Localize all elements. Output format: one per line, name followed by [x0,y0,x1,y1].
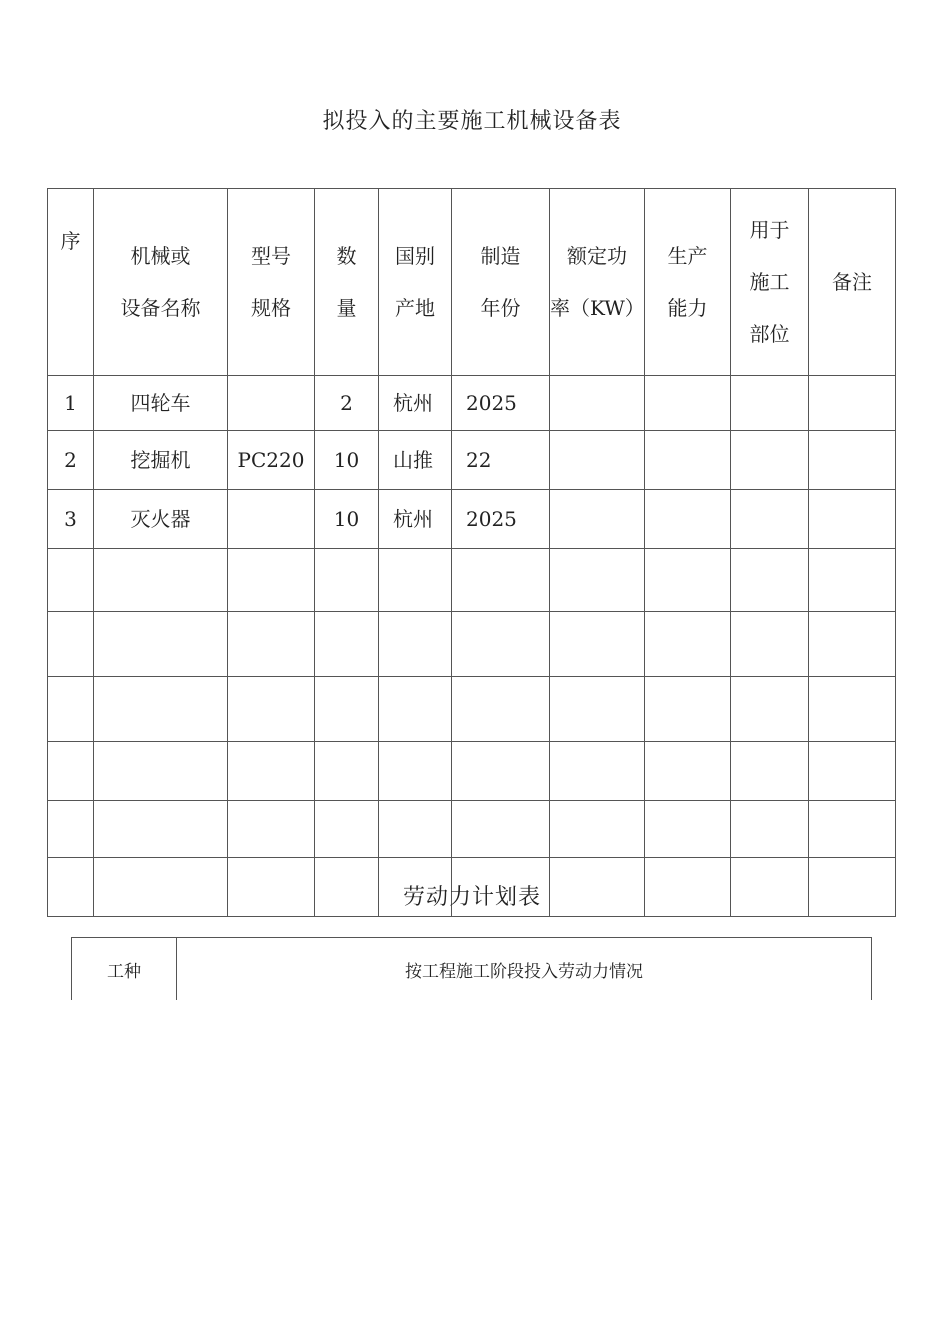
equipment-cell [731,801,809,858]
equipment-cell: 灭火器 [94,490,228,549]
equipment-cell [379,801,452,858]
equipment-cell [228,376,315,431]
equipment-cell [228,612,315,677]
equipment-cell: 10 [315,431,379,490]
equipment-cell [452,677,550,742]
equipment-cell: 杭州 [379,490,452,549]
equipment-cell [48,742,94,801]
equipment-table-title: 拟投入的主要施工机械设备表 [322,109,622,134]
equipment-cell [809,612,896,677]
equipment-cell [550,431,645,490]
equipment-cell [731,549,809,612]
equipment-cell [645,677,731,742]
equipment-cell [645,549,731,612]
equipment-row [48,801,896,858]
equipment-cell: 2025 [452,376,550,431]
equipment-header-cell: 制造 年份 [452,189,550,376]
equipment-header-cell: 型号 规格 [228,189,315,376]
equipment-cell [731,490,809,549]
equipment-cell: 10 [315,490,379,549]
equipment-row [48,376,896,431]
equipment-cell: 杭州 [379,376,452,431]
equipment-cell [550,677,645,742]
equipment-cell [48,549,94,612]
equipment-cell [809,490,896,549]
equipment-cell [550,549,645,612]
equipment-cell [228,490,315,549]
equipment-cell: 3 [48,490,94,549]
equipment-cell: 2 [48,431,94,490]
equipment-cell [731,677,809,742]
equipment-cell [731,612,809,677]
equipment-cell [94,677,228,742]
equipment-header-cell: 额定功 率（KW） [550,189,645,376]
equipment-cell: 2025 [452,490,550,549]
equipment-header-cell: 机械或 设备名称 [94,189,228,376]
labor-table-title: 劳动力计划表 [402,885,541,910]
equipment-cell: PC220 [228,431,315,490]
equipment-cell [315,742,379,801]
equipment-row [48,677,896,742]
equipment-cell: 2 [315,376,379,431]
equipment-cell [452,549,550,612]
equipment-cell [94,801,228,858]
equipment-row [48,612,896,677]
equipment-cell [48,612,94,677]
equipment-cell [315,677,379,742]
equipment-cell [550,376,645,431]
equipment-cell [645,801,731,858]
equipment-row [48,431,896,490]
equipment-cell [379,677,452,742]
equipment-cell [809,431,896,490]
equipment-cell [550,742,645,801]
equipment-cell [228,549,315,612]
equipment-header-cell: 生产 能力 [645,189,731,376]
equipment-cell: 1 [48,376,94,431]
equipment-cell [379,742,452,801]
equipment-header-cell: 数 量 [315,189,379,376]
equipment-cell [228,742,315,801]
equipment-cell [48,801,94,858]
equipment-cell [645,612,731,677]
equipment-cell [550,490,645,549]
equipment-cell: 四轮车 [94,376,228,431]
equipment-cell [452,612,550,677]
equipment-cell [94,742,228,801]
equipment-cell [379,549,452,612]
equipment-cell [228,677,315,742]
equipment-cell: 22 [452,431,550,490]
labor-header-cell: 按工程施工阶段投入劳动力情况 [177,938,872,1001]
labor-header-cell: 工种 [72,938,177,1001]
labor-table [71,937,872,1000]
equipment-cell [645,431,731,490]
equipment-cell [731,431,809,490]
equipment-row [48,490,896,549]
equipment-cell: 山推 [379,431,452,490]
equipment-cell [379,612,452,677]
equipment-cell [645,376,731,431]
equipment-header-row [48,189,896,376]
equipment-header-cell: 序 [48,189,94,376]
equipment-cell [731,376,809,431]
equipment-cell [452,801,550,858]
equipment-row [48,549,896,612]
equipment-row [48,742,896,801]
equipment-cell: 挖掘机 [94,431,228,490]
equipment-cell [228,801,315,858]
equipment-cell [645,742,731,801]
equipment-cell [315,612,379,677]
equipment-cell [550,612,645,677]
equipment-cell [315,801,379,858]
equipment-header-cell: 国别 产地 [379,189,452,376]
equipment-cell [452,742,550,801]
equipment-cell [731,742,809,801]
equipment-cell [809,376,896,431]
equipment-header-cell: 用于 施工 部位 [731,189,809,376]
equipment-cell [94,549,228,612]
equipment-cell [315,549,379,612]
equipment-cell [550,801,645,858]
labor-header-row [72,938,872,1001]
equipment-header-cell: 备注 [809,189,896,376]
equipment-cell [809,801,896,858]
equipment-cell [809,742,896,801]
equipment-cell [645,490,731,549]
equipment-table [47,188,896,917]
equipment-cell [48,677,94,742]
equipment-cell [809,677,896,742]
equipment-cell [94,612,228,677]
equipment-cell [809,549,896,612]
